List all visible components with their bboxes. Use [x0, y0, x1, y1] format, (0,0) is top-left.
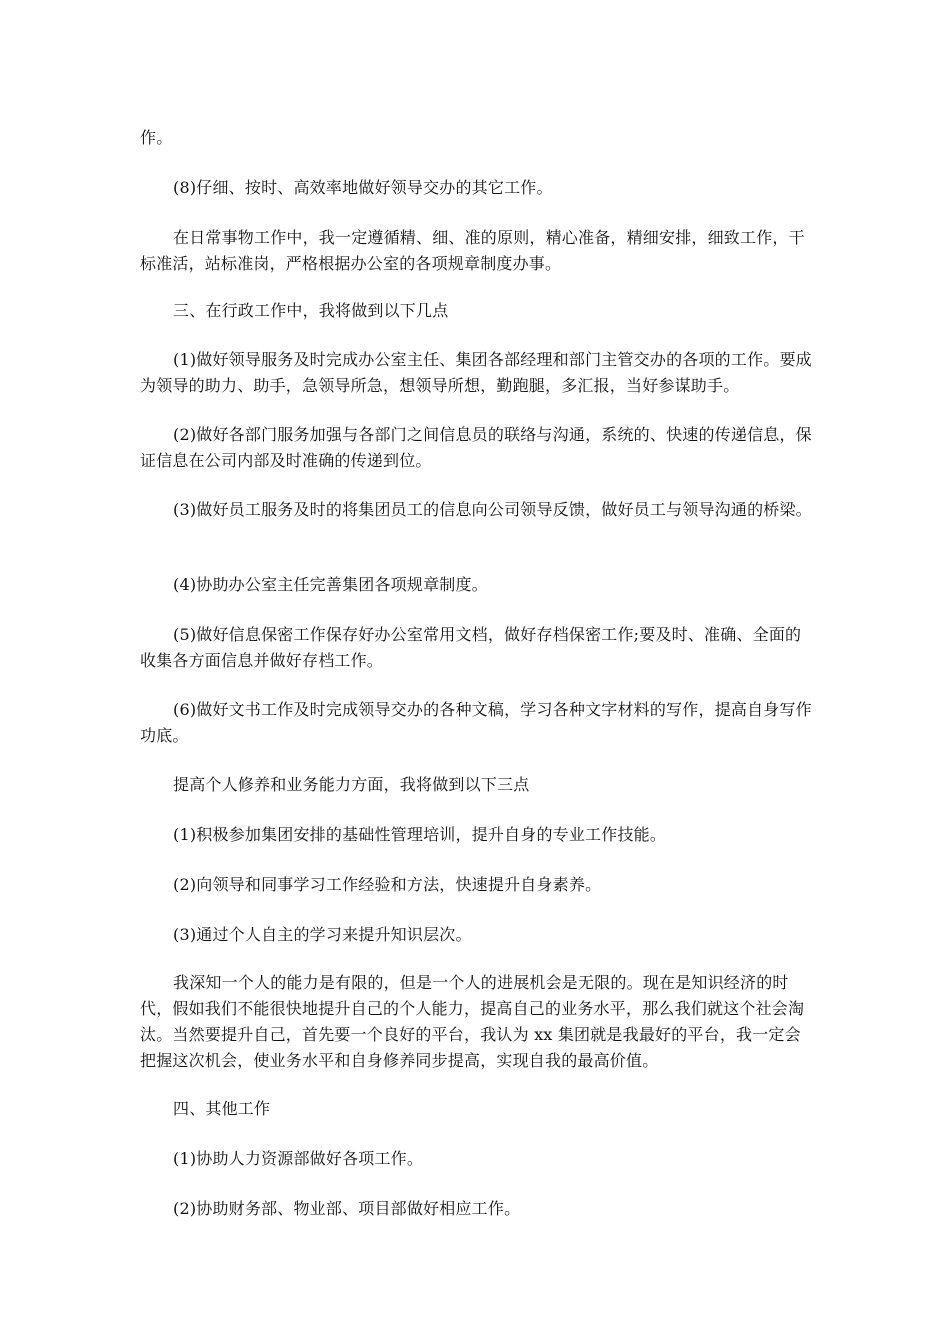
paragraph-admin-item-2: (2)做好各部门服务加强与各部门之间信息员的联络与沟通，系统的、快速的传递信息，保证信息在公司内部及时准确的传递到位。 — [140, 425, 812, 470]
paragraph-admin-item-4: (4)协助办公室主任完善集团各项规章制度。 — [173, 575, 488, 594]
paragraph-continuation: 作。 — [140, 128, 173, 147]
paragraph-admin-item-6: (6)做好文书工作及时完成领导交办的各种文稿，学习各种文字材料的写作，提高自身写作功底。 — [140, 700, 812, 745]
paragraph-item-8: (8)仔细、按时、高效率地做好领导交办的其它工作。 — [173, 178, 553, 197]
paragraph-other-item-2: (2)协助财务部、物业部、项目部做好相应工作。 — [173, 1199, 521, 1218]
paragraph-reflection: 我深知一个人的能力是有限的，但是一个人的进展机会是无限的。现在是知识经济的时代，假如我们不能很快地提升自己的个人能力，提高自己的业务水平，那么我们就这个社会淘汰。当然要提升自己，首先要一个良好的平台，我认为 xx 集团就是我最好的平台，我一定会把握这次机会，使业务水平和自身修养同步提高，实现自我的最高价值。 — [140, 973, 805, 1070]
section-heading-personal-development: 提高个人修养和业务能力方面，我将做到以下三点 — [173, 775, 530, 794]
paragraph-development-item-1: (1)积极参加集团安排的基础性管理培训，提升自身的专业工作技能。 — [173, 825, 667, 844]
paragraph-other-item-1: (1)协助人力资源部做好各项工作。 — [173, 1149, 424, 1168]
paragraph-admin-item-3: (3)做好员工服务及时的将集团员工的信息向公司领导反馈，做好员工与领导沟通的桥梁。 — [173, 500, 812, 519]
paragraph-admin-item-1: (1)做好领导服务及时完成办公室主任、集团各部经理和部门主管交办的各项的工作。要成为领导的助力、助手，急领导所急，想领导所想，勤跑腿，多汇报，当好参谋助手。 — [140, 350, 812, 395]
section-heading-other-work: 四、其他工作 — [173, 1099, 271, 1118]
paragraph-development-item-3: (3)通过个人自主的学习来提升知识层次。 — [173, 925, 472, 944]
paragraph-daily-work: 在日常事物工作中，我一定遵循精、细、准的原则，精心准备，精细安排，细致工作，干标准活，站标准岗，严格根据办公室的各项规章制度办事。 — [140, 228, 805, 273]
paragraph-admin-item-5: (5)做好信息保密工作保存好办公室常用文档，做好存档保密工作;要及时、准确、全面的收集各方面信息并做好存档工作。 — [140, 625, 802, 670]
paragraph-development-item-2: (2)向领导和同事学习工作经验和方法，快速提升自身素养。 — [173, 875, 602, 894]
section-heading-administrative: 三、在行政工作中，我将做到以下几点 — [173, 301, 449, 320]
